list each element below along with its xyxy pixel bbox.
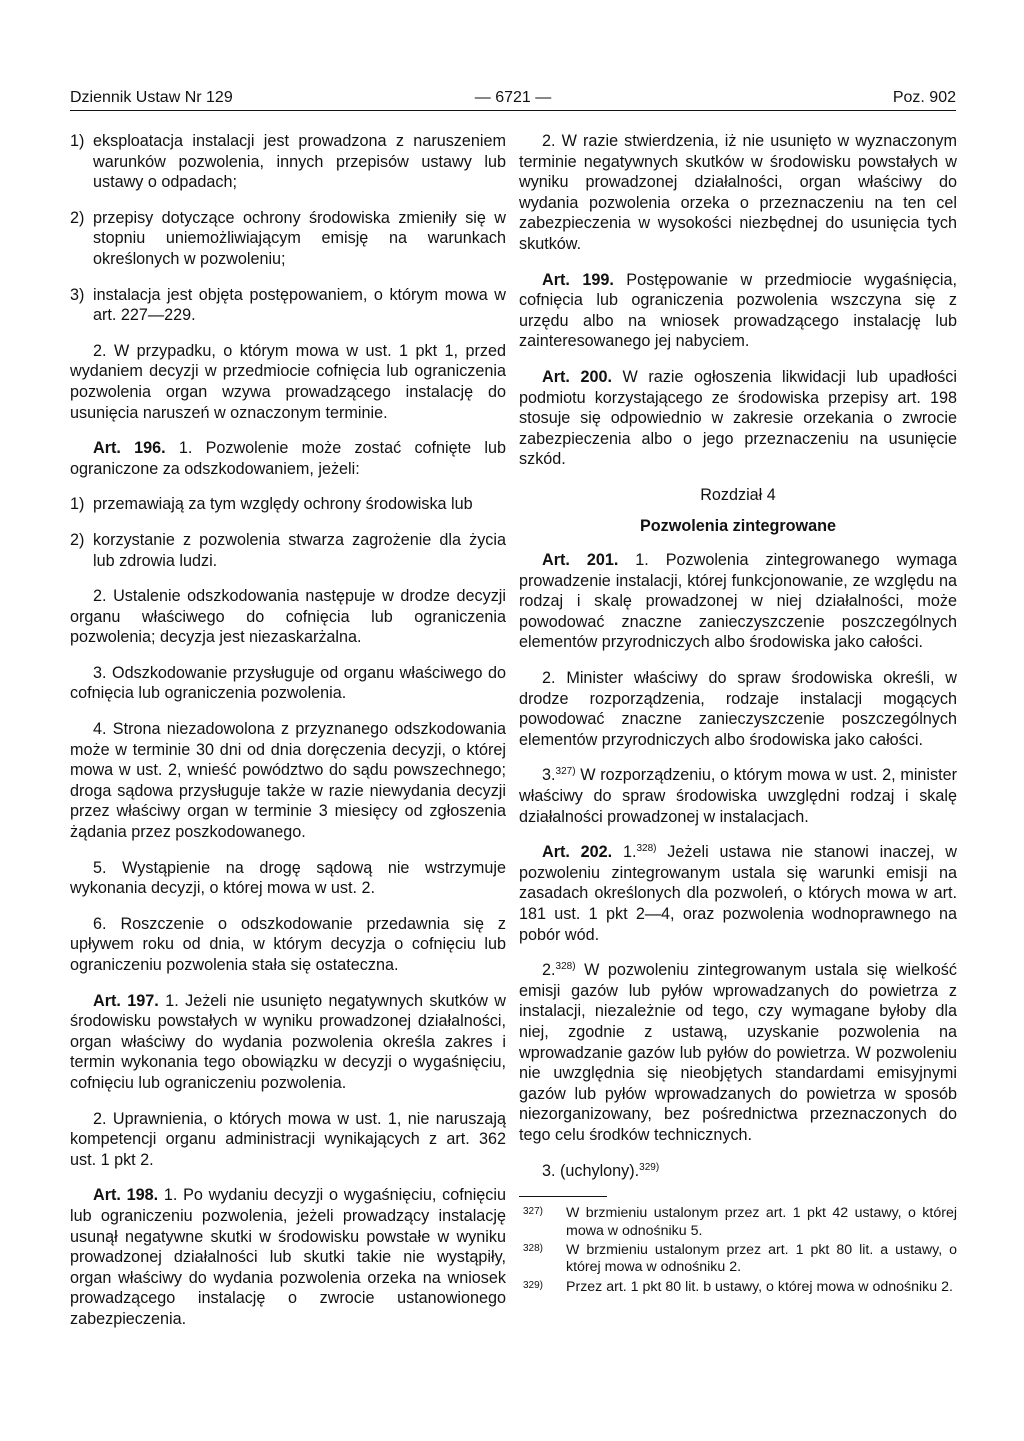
list-item-text: przepisy dotyczące ochrony środowiska zmieniły się w stopniu uniemożliwiającym emisję na warunkach określonych w pozwoleniu; xyxy=(93,208,506,268)
left-column xyxy=(70,131,506,1345)
art197-ust2: 2. Uprawnienia, o których mowa w ust. 1, nie naruszają kompetencji organu administracji wynikających z art. 362 ust. 1 pkt 2. xyxy=(70,1109,506,1169)
footnote-text: W brzmieniu ustalonym przez art. 1 pkt 80 lit. a ustawy, o której mowa w odnośniku 2. xyxy=(566,1241,957,1276)
right-column xyxy=(519,131,957,1298)
art196-ust6: 6. Roszczenie o odszkodowanie przedawnia się z upływem roku od dnia, w którym decyzja o cofnięciu lub ograniczeniu pozwolenia stała się ostateczna. xyxy=(70,914,506,974)
list-item-text: przemawiają za tym względy ochrony środowiska lub xyxy=(93,495,473,514)
footnote-number: 329) xyxy=(523,1279,544,1291)
footnote-text: W brzmieniu ustalonym przez art. 1 pkt 42 ustawy, o której mowa w odnośniku 5. xyxy=(566,1205,957,1239)
footnote-ref: 328) xyxy=(555,961,576,973)
footnote-number: 327) xyxy=(523,1206,544,1218)
footnote-ref: 329) xyxy=(639,1161,660,1173)
article-label: Art. 202. xyxy=(542,843,613,862)
chapter-title: Pozwolenia zintegrowane xyxy=(639,516,837,535)
page-number: — 6721 — xyxy=(474,89,552,106)
paragraph-text: 1. Po wydaniu decyzji o wygaśnięciu, cofnięciu lub ograniczeniu pozwolenia, jeżeli prowadzący instalację usunął negatywne skutki w środowisku powstałe w wyniku prowadzonej działalności lub skutki takie nie wystąpiły, organ właściwy do wydania pozwolenia orzeka na wniosek prowadzącego instalację o zwrocie ustanowionego zabezpieczenia. xyxy=(70,1186,506,1328)
paragraph-text: 3. (uchylony). xyxy=(542,1161,640,1180)
art195-ust2: 2. W przypadku, o którym mowa w ust. 1 pkt 1, przed wydaniem decyzji w przedmiocie cofnięcia lub ograniczenia pozwolenia organ wzywa prowadzącego instalację do usunięcia naruszeń w oznaczonym terminie. xyxy=(70,341,506,422)
art198-ust2: 2. W razie stwierdzenia, iż nie usunięto w wyznaczonym terminie negatywnych skutków w środowisku powstałych w wyniku prowadzonej działalności, organ właściwy do wydania pozwolenia orzeka o przeznaczeniu na ten cel zabezpieczenia w wysokości niezbędnej do usunięcia tych skutków. xyxy=(519,132,957,253)
footnote xyxy=(519,1279,957,1296)
article-label: Art. 198. xyxy=(93,1186,159,1205)
article-label: Art. 199. xyxy=(542,270,614,289)
paragraph-number: 3. xyxy=(542,766,556,785)
art201-ust3 xyxy=(519,765,957,827)
art196-ust1 xyxy=(70,438,506,479)
list-item xyxy=(70,530,506,571)
list-item-text: instalacja jest objęta postępowaniem, o którym mowa w art. 227—229. xyxy=(93,285,506,325)
art196-ust2: 2. Ustalenie odszkodowania następuje w drodze decyzji organu właściwego do cofnięcia lub ograniczenia pozwolenia; decyzja jest niezaskarżalna. xyxy=(70,587,506,647)
paragraph-text: W razie ogłoszenia likwidacji lub upadłości podmiotu korzystającego ze środowiska przepisy art. 198 stosuje się odpowiednio w zakresie orzekania o zwrocie zabezpieczenia albo o jego przeznaczeniu na usunięcie szkód. xyxy=(519,367,957,469)
footnote-ref: 328) xyxy=(636,843,657,855)
art199 xyxy=(519,270,957,352)
list-item-text: eksploatacja instalacji jest prowadzona z naruszeniem warunków pozwolenia, innych przepisów ustawy lub ustawy o odpadach; xyxy=(93,132,506,192)
list-item-number: 1) xyxy=(70,132,85,150)
article-label: Art. 197. xyxy=(93,991,159,1010)
paragraph-text: 1. Pozwolenia zintegrowanego wymaga prowadzenie instalacji, której funkcjonowanie, ze względu na rodzaj i skalę prowadzonej w niej działalności, może powodować znaczne zanieczyszczenie poszczególnych elementów przyrodniczych albo środowiska jako całości. xyxy=(519,551,957,652)
chapter-label: Rozdział 4 xyxy=(700,485,776,504)
list-item xyxy=(70,208,506,270)
paragraph-text: 1. Jeżeli nie usunięto negatywnych skutków w środowisku powstałych w wyniku prowadzonej działalności, organ właściwy do wydania pozwolenia określa zakres i termin wykonania tego obowiązku w decyzji o wygaśnięciu, cofnięciu lub ograniczeniu pozwolenia. xyxy=(70,991,506,1092)
page-header xyxy=(70,88,956,112)
paragraph-text: 1. Pozwolenie może zostać cofnięte lub ograniczone za odszkodowaniem, jeżeli: xyxy=(70,439,506,478)
art198-ust1 xyxy=(70,1185,506,1329)
list-item-number: 2) xyxy=(70,530,85,549)
art201-ust2: 2. Minister właściwy do spraw środowiska określi, w drodze rozporządzenia, rodzaje instalacji mogących powodować znaczne zanieczyszczenie poszczególnych elementów przyrodniczych albo środowiska jako całości. xyxy=(519,669,957,749)
header-rule xyxy=(70,110,956,111)
footnote-number: 328) xyxy=(523,1242,544,1254)
art200 xyxy=(519,367,957,470)
art196-ust3: 3. Odszkodowanie przysługuje od organu właściwego do cofnięcia lub ograniczenia pozwolenia. xyxy=(70,663,506,703)
footnote xyxy=(519,1205,957,1240)
article-label: Art. 200. xyxy=(542,367,612,386)
article-label: Art. 196. xyxy=(93,439,166,458)
list-item xyxy=(70,285,506,326)
list-item xyxy=(70,131,506,193)
journal-title: Dziennik Ustaw Nr 129 xyxy=(70,89,233,106)
list-item xyxy=(70,494,506,515)
footnote-text: Przez art. 1 pkt 80 lit. b ustawy, o której mowa w odnośniku 2. xyxy=(566,1278,953,1295)
list-item-number: 3) xyxy=(70,285,85,304)
art202-ust2 xyxy=(519,960,957,1145)
list-item-number: 1) xyxy=(70,495,85,514)
list-item-number: 2) xyxy=(70,208,85,227)
footnote-ref: 327) xyxy=(555,766,576,778)
list-item-text: korzystanie z pozwolenia stwarza zagrożenie dla życia lub zdrowia ludzi. xyxy=(93,530,506,570)
art202-ust3 xyxy=(519,1161,957,1182)
art201-ust1 xyxy=(519,550,957,653)
footnote xyxy=(519,1242,957,1277)
art196-ust4: 4. Strona niezadowolona z przyznanego odszkodowania może w terminie 30 dni od dnia doręczenia decyzji, o której mowa w ust. 2, wnieść powództwo do sądu powszechnego; droga sądowa przysługuje także w razie niewydania decyzji przez właściwy organ w terminie 3 miesięcy od zgłoszenia żądania przez poszkodowanego. xyxy=(70,720,506,842)
paragraph-number: 1. xyxy=(612,843,637,862)
footnote-rule xyxy=(519,1196,607,1197)
paragraph-text: Jeżeli ustawa nie stanowi inaczej, w pozwoleniu zintegrowanym ustala się warunki emisji na zasadach określonych dla pozwoleń, o których mowa w art. 181 ust. 1 pkt 2—4, oraz pozwolenia wodnoprawnego na pobór wód. xyxy=(519,843,957,944)
art197-ust1 xyxy=(70,991,506,1094)
art196-ust5: 5. Wystąpienie na drogę sądową nie wstrzymuje wykonania decyzji, o której mowa w ust. 2. xyxy=(70,858,506,898)
paragraph-text: W pozwoleniu zintegrowanym ustala się wielkość emisji gazów lub pyłów wprowadzanych do powietrza z instalacji, niezależnie od tego, czy wymagane byłoby dla niej, zgodnie z ustawą, uzyskanie pozwolenia na wprowadzanie gazów lub pyłów do powietrza. W pozwoleniu nie uwzględnia się nieobjętych standardami emisyjnymi gazów lub pyłów wprowadzanych do powietrza w sposób niezorganizowany, bez pośrednictwa przeznaczonych do tego celu środków technicznych. xyxy=(519,961,957,1144)
article-label: Art. 201. xyxy=(542,551,619,570)
paragraph-text: W rozporządzeniu, o którym mowa w ust. 2, minister właściwy do spraw środowiska uwzględni rodzaj i skalę działalności prowadzonej w instalacjach. xyxy=(519,766,957,826)
paragraph-text: Postępowanie w przedmiocie wygaśnięcia, cofnięcia lub ograniczenia pozwolenia wszczyna się z urzędu albo na wniosek prowadzącego instalację lub zainteresowanego jej nabyciem. xyxy=(519,270,957,351)
art202-ust1 xyxy=(519,842,957,945)
paragraph-number: 2. xyxy=(542,961,556,980)
position-number: Poz. 902 xyxy=(892,89,956,106)
